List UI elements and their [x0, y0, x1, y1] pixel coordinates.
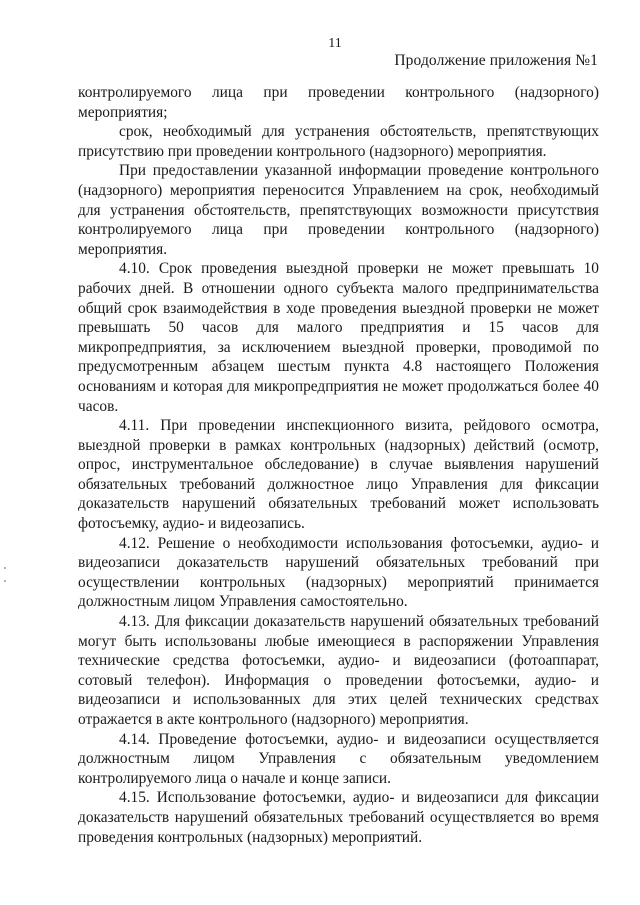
paragraph-deadline: срок, необходимый для устранения обстоятельств, препятствующих присутствию при проведении контрольного (надзорного) мероприятия.	[78, 123, 599, 160]
paragraph-4-13: 4.13. Для фиксации доказательств нарушений обязательных требований могут быть использованы любые имеющиеся в распоряжении Управления технические средства фотосъемки, аудио- и видеозаписи (фотоаппарат, сотовый телефон). Информация о проведении фотосъемки, аудио- и видеозаписи и использованных для этих целей технических средствах отражается в акте контрольного (надзорного) мероприятия.	[78, 613, 599, 728]
appendix-continuation-note: Продолжение приложения №1	[394, 52, 598, 69]
paragraph-4-11: 4.11. При проведении инспекционного визита, рейдового осмотра, выездной проверки в рамках контрольных (надзорных) действий (осмотр, опрос, инструментальное обследование) в случае выявления нарушений обязательных требований должностное лицо Управления для фиксации доказательств нарушений обязательных требований может использовать фотосъемку, аудио- и видеозапись.	[78, 417, 599, 533]
document-body	[78, 83, 599, 847]
paragraph-4-14: 4.14. Проведение фотосъемки, аудио- и видеозаписи осуществляется должностным лицом Управления с обязательным уведомлением контролируемого лица о начале и конце записи.	[78, 730, 599, 787]
scan-margin-mark	[4, 567, 6, 569]
paragraph-4-15: 4.15. Использование фотосъемки, аудио- и видеозаписи для фиксации доказательств нарушений обязательных требований осуществляется во время проведения контрольных (надзорных) мероприятий.	[78, 789, 599, 846]
paragraph-4-10: 4.10. Срок проведения выездной проверки не может превышать 10 рабочих дней. В отношении одного субъекта малого предпринимательства общий срок взаимодействия в ходе проведения выездной проверки не может превышать 50 часов для малого предприятия и 15 часов для микропредприятия, за исключением выездной проверки, проводимой по предусмотренным абзацем шестым пункта 4.8 настоящего Положения основаниям и которая для микропредприятия не может продолжаться более 40 часов.	[78, 260, 599, 415]
page-number: 11	[328, 36, 342, 51]
paragraph-4-12: 4.12. Решение о необходимости использования фотосъемки, аудио- и видеозаписи доказательств нарушений обязательных требований при осуществлении контрольных (надзорных) мероприятий принимается должностным лицом Управления самостоятельно.	[78, 534, 599, 611]
paragraph-postponement: При предоставлении указанной информации проведение контрольного (надзорного) мероприятия переносится Управлением на срок, необходимый для устранения обстоятельств, препятствующих возможности присутствия контролируемого лица при проведении контрольного (надзорного) мероприятия.	[78, 162, 599, 258]
paragraph-continuation: контролируемого лица при проведении контрольного (надзорного) мероприятия;	[78, 84, 599, 121]
scan-margin-mark	[4, 580, 6, 582]
